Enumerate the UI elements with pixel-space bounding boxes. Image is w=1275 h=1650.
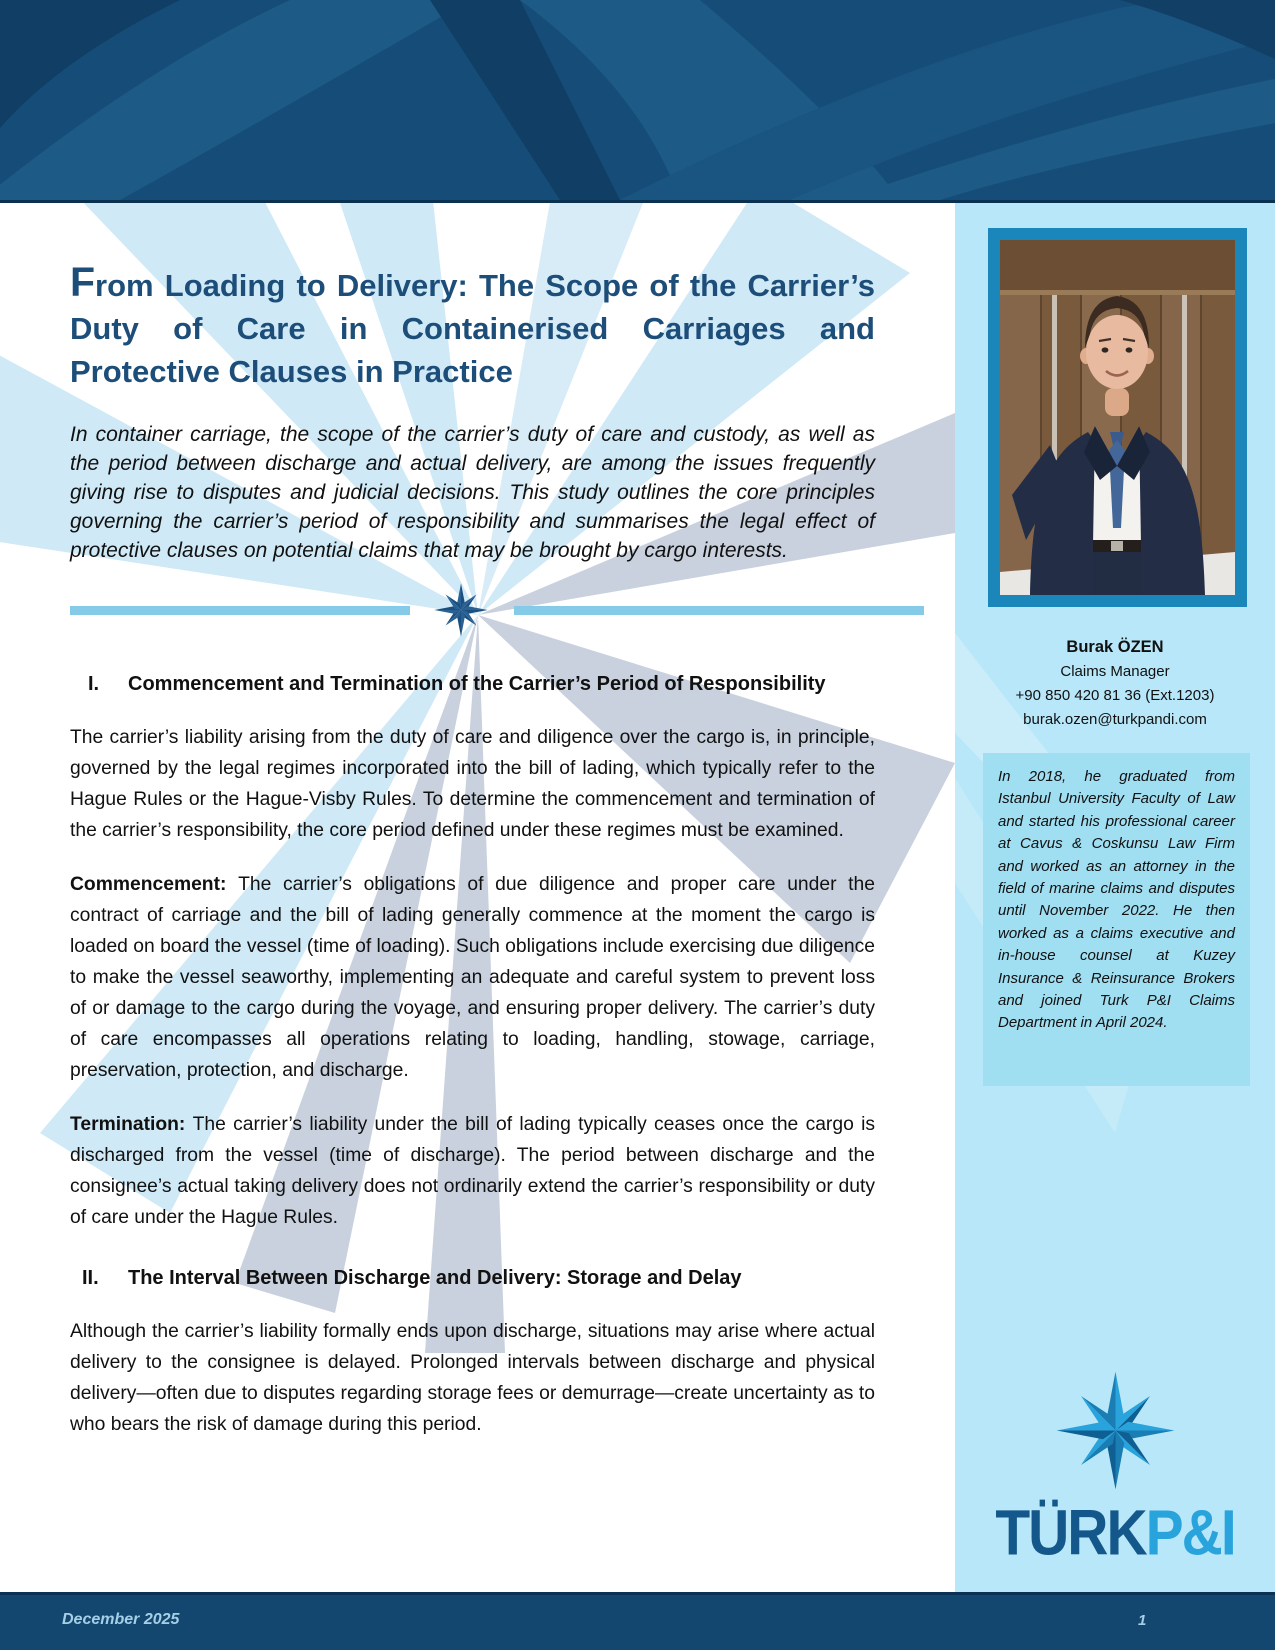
header-star-pattern [0,0,1275,200]
author-phone: +90 850 420 81 36 (Ext.1203) [1015,687,1215,704]
author-email[interactable]: burak.ozen@turkpandi.com [1023,711,1207,728]
title-drop-cap: F [70,259,96,305]
sidebar [955,203,1275,1592]
author-role: Claims Manager [1060,663,1170,680]
logo-turk: TÜRK [995,1497,1146,1569]
divider-star-icon [432,581,490,639]
section-number: II. [82,1267,99,1289]
article [0,203,955,1440]
paragraph [70,1316,875,1440]
content-area [0,203,955,1592]
compass-star-icon [1053,1368,1178,1493]
paragraph-lead: Termination: [70,1114,193,1135]
paragraph-text: The carrier’s obligations of due diligence and proper care under the contract of carriage and the bill of lading generally commence at the moment the cargo is loaded on board the vessel (time of loading). Such obligations include exercising due diligence to make the vessel seaworthy, implementing an adequate and careful system to prevent loss of or damage to the cargo during the voyage, and ensuring proper delivery. The carrier’s duty of care encompasses all operations relating to loading, handling, stowage, carriage, preservation, protection, and discharge. [70,874,875,1081]
section-number: I. [88,673,100,695]
header-band [0,0,1275,203]
title-text: rom Loading to Delivery: The Scope of the Carrier’s Duty of Care in Containerised Carriages and Protective Clauses in Practice [70,268,875,389]
author-block [955,635,1275,732]
author-photo-frame [988,228,1247,607]
footer-band [0,1592,1275,1650]
author-photo [1000,240,1235,595]
paragraph-text: Although the carrier’s liability formally ends upon discharge, situations may arise where actual delivery to the consignee is delayed. Prolonged intervals between discharge and physical delivery—often due to disputes regarding storage fees or demurrage—create uncertainty as to who bears the risk of damage during this period. [70,1321,875,1435]
divider-line-left [70,606,410,615]
paragraph-text: The carrier’s liability under the bill of lading typically ceases once the cargo is discharged from the vessel (time of discharge). The period between discharge and the consignee’s actual taking delivery does not ordinarily extend the carrier’s responsibility or duty of care under the Hague Rules. [70,1114,876,1228]
article-intro: In container carriage, the scope of the carrier’s duty of care and custody, as well as the period between discharge and actual delivery, are among the issues frequently giving rise to disputes and judicial decisions. This study outlines the core principles governing the carrier’s period of responsibility and summarises the legal effect of protective clauses on potential claims that may be brought by cargo interests. [70,423,875,562]
paragraph [70,869,875,1086]
logo-pi: P&I [1145,1497,1235,1569]
brand-logo [955,1368,1275,1569]
paragraph [70,1109,875,1233]
divider-line-right [514,606,924,615]
bio-box [983,753,1250,1086]
section-1-heading [70,669,875,699]
author-name: Burak ÖZEN [1066,638,1164,656]
paragraph-lead: Commencement: [70,874,239,895]
section-2-heading [70,1263,875,1293]
paragraph-text: The carrier’s liability arising from the duty of care and diligence over the cargo is, in principle, governed by the legal regimes incorporated into the bill of lading, which typically refer to the Hague Rules or the Hague-Visby Rules. To determine the commencement and termination of the carrier’s responsibility, the core period defined under these regimes must be examined. [70,727,875,841]
section-heading-text: The Interval Between Discharge and Delivery: Storage and Delay [128,1267,742,1289]
bio-text: In 2018, he graduated from Istanbul University Faculty of Law and started his professional career at Cavus & Coskunsu Law Firm and worked as an attorney in the field of marine claims and disputes until November 2022. He then worked as a claims executive and in-house counsel at Kuzey Insurance & Reinsurance Brokers and joined Turk P&I Claims Department in April 2024. [998,768,1235,1032]
section-heading-text: Commencement and Termination of the Carrier’s Period of Responsibility [128,673,826,695]
footer-date: December 2025 [62,1611,180,1628]
footer-page-number: 1 [1138,1612,1147,1629]
logo-wordmark [955,1497,1275,1569]
paragraph [70,722,875,846]
section-divider [70,581,875,639]
article-title [70,261,875,393]
